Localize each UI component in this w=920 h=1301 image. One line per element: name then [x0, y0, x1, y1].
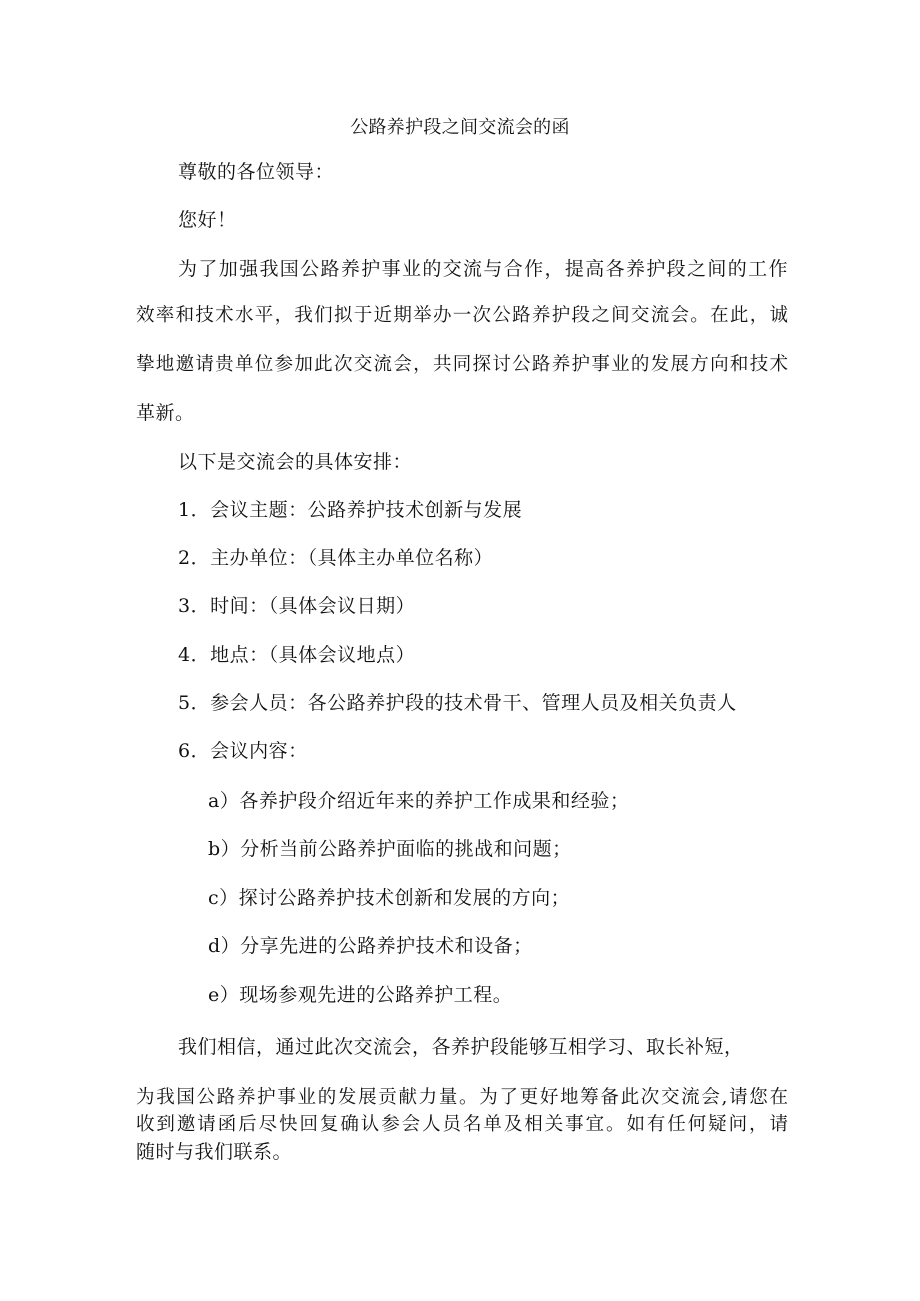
- closing-line: 收到邀请函后尽快回复确认参会人员名单及相关事宜。如有任何疑问，请: [136, 1114, 788, 1135]
- closing-line: 我们相信，通过此次交流会，各养护段能够互相学习、取长补短，: [178, 1036, 744, 1058]
- meeting-content-item: e）现场参观先进的公路养护工程。: [208, 984, 513, 1006]
- intro-line: 革新。: [136, 402, 195, 424]
- intro-line: 效率和技术水平，我们拟于近期举办一次公路养护段之间交流会。在此，诚: [136, 305, 788, 326]
- meeting-content-item: b）分析当前公路养护面临的挑战和问题；: [208, 838, 572, 860]
- agenda-item: 4．地点：（具体会议地点）: [178, 644, 416, 666]
- intro-line: 为了加强我国公路养护事业的交流与合作，提高各养护段之间的工作: [178, 258, 788, 280]
- agenda-intro: 以下是交流会的具体安排：: [178, 451, 413, 473]
- document-title: 公路养护段之间交流会的函: [350, 117, 570, 138]
- salutation: 尊敬的各位领导：: [178, 161, 335, 183]
- closing-line: 随时与我们联系。: [136, 1141, 293, 1163]
- agenda-item: 3．时间：（具体会议日期）: [178, 595, 416, 617]
- meeting-content-item: a）各养护段介绍近年来的养护工作成果和经验；: [208, 790, 630, 812]
- agenda-item: 6．会议内容：: [178, 740, 308, 762]
- intro-line: 挚地邀请贵单位参加此次交流会，共同探讨公路养护事业的发展方向和技术: [136, 354, 788, 375]
- meeting-content-item: c）探讨公路养护技术创新和发展的方向；: [208, 887, 571, 909]
- closing-line: 为我国公路养护事业的发展贡献力量。为了更好地筹备此次交流会,请您在: [136, 1087, 788, 1108]
- greeting: 您好！: [178, 209, 237, 231]
- agenda-item: 5．参会人员：各公路养护段的技术骨干、管理人员及相关负责人: [178, 692, 737, 714]
- agenda-item: 1．会议主题：公路养护技术创新与发展: [178, 499, 523, 521]
- meeting-content-item: d）分享先进的公路养护技术和设备；: [208, 935, 533, 957]
- agenda-item: 2．主办单位：（具体主办单位名称）: [178, 547, 494, 569]
